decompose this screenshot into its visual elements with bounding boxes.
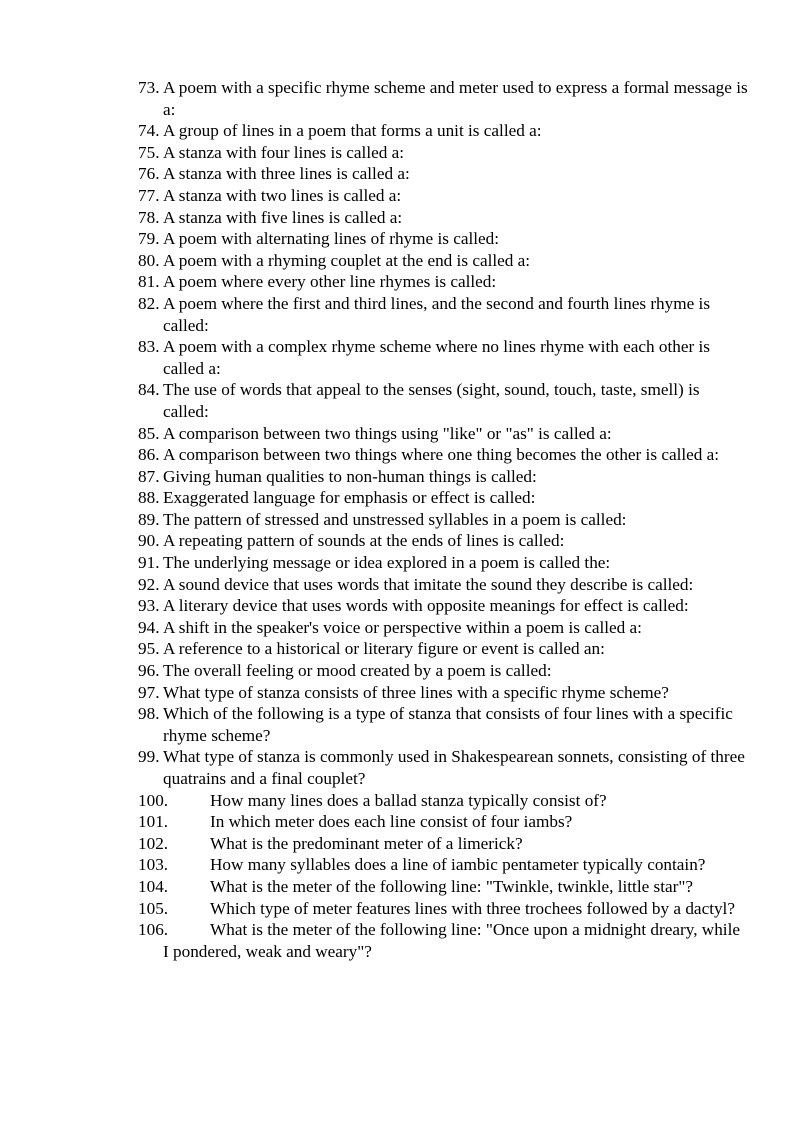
question-number: 79. [138, 229, 160, 249]
question-number: 95. [138, 639, 160, 659]
question-number: 91. [138, 553, 160, 573]
question-item [138, 746, 748, 789]
question-number: 105. [138, 898, 169, 918]
question-item [138, 595, 748, 617]
question-number: 104. [138, 876, 169, 896]
question-item [138, 336, 748, 379]
question-number: 102. [138, 833, 169, 853]
question-number: 85. [138, 423, 160, 443]
question-number: 75. [138, 142, 160, 162]
question-number: 106. [138, 920, 169, 940]
question-item [138, 876, 748, 898]
question-item [138, 271, 748, 293]
question-item [138, 120, 748, 142]
question-number: 89. [138, 509, 160, 529]
question-number: 80. [138, 250, 160, 270]
question-item [138, 811, 748, 833]
question-number: 93. [138, 596, 160, 616]
question-text: The use of words that appeal to the senses (sight, sound, touch, taste, smell) is called: [163, 380, 700, 421]
question-text: What is the predominant meter of a limerick? [210, 833, 523, 853]
question-text: A group of lines in a poem that forms a unit is called a: [163, 121, 542, 141]
question-item [138, 509, 748, 531]
question-number: 101. [138, 812, 169, 832]
question-item [138, 487, 748, 509]
question-item [138, 833, 748, 855]
question-text: A poem with alternating lines of rhyme is called: [163, 229, 500, 249]
question-text: How many syllables does a line of iambic pentameter typically contain? [210, 855, 706, 875]
question-text: A reference to a historical or literary figure or event is called an: [163, 639, 605, 659]
question-item [138, 293, 748, 336]
question-item [138, 466, 748, 488]
question-item [138, 530, 748, 552]
question-item [138, 185, 748, 207]
question-item [138, 660, 748, 682]
question-item [138, 617, 748, 639]
question-number: 78. [138, 207, 160, 227]
question-text: How many lines does a ballad stanza typically consist of? [210, 790, 607, 810]
question-item [138, 790, 748, 812]
question-text: A poem with a specific rhyme scheme and meter used to express a formal message is a: [163, 78, 748, 119]
question-item [138, 919, 748, 962]
question-text: A poem with a complex rhyme scheme where no lines rhyme with each other is called a: [163, 337, 710, 378]
question-number: 98. [138, 704, 160, 724]
question-text: What type of stanza consists of three lines with a specific rhyme scheme? [163, 682, 669, 702]
question-text: The pattern of stressed and unstressed syllables in a poem is called: [163, 509, 627, 529]
question-text: A comparison between two things where one thing becomes the other is called a: [163, 445, 720, 465]
question-text: What is the meter of the following line: "Once upon a midnight dreary, while I pondered, weak and weary"? [163, 920, 740, 961]
question-number: 99. [138, 747, 160, 767]
question-text: Exaggerated language for emphasis or effect is called: [163, 488, 536, 508]
question-number: 92. [138, 574, 160, 594]
question-number: 84. [138, 380, 160, 400]
question-text: In which meter does each line consist of four iambs? [210, 812, 573, 832]
question-number: 74. [138, 121, 160, 141]
question-number: 86. [138, 445, 160, 465]
question-text: Which type of meter features lines with three trochees followed by a dactyl? [210, 898, 735, 918]
question-item [138, 898, 748, 920]
question-number: 81. [138, 272, 160, 292]
question-text: The underlying message or idea explored in a poem is called the: [163, 553, 611, 573]
question-item [138, 574, 748, 596]
question-item [138, 638, 748, 660]
question-text: A stanza with five lines is called a: [163, 207, 403, 227]
question-number: 90. [138, 531, 160, 551]
question-item [138, 423, 748, 445]
question-text: A literary device that uses words with opposite meanings for effect is called: [163, 596, 689, 616]
question-item [138, 207, 748, 229]
question-number: 88. [138, 488, 160, 508]
question-item [138, 682, 748, 704]
question-text: A repeating pattern of sounds at the ends of lines is called: [163, 531, 565, 551]
question-number: 77. [138, 185, 160, 205]
question-item [138, 854, 748, 876]
question-text: A sound device that uses words that imitate the sound they describe is called: [163, 574, 694, 594]
question-item [138, 77, 748, 120]
question-text: What is the meter of the following line: "Twinkle, twinkle, little star"? [210, 876, 693, 896]
question-number: 103. [138, 855, 169, 875]
question-list [138, 77, 748, 962]
question-text: What type of stanza is commonly used in Shakespearean sonnets, consisting of three quatrains and a final couplet? [163, 747, 745, 788]
question-number: 76. [138, 164, 160, 184]
question-text: A stanza with two lines is called a: [163, 185, 402, 205]
question-item [138, 703, 748, 746]
question-item [138, 228, 748, 250]
question-text: A stanza with three lines is called a: [163, 164, 410, 184]
question-text: A poem where every other line rhymes is called: [163, 272, 497, 292]
question-item [138, 250, 748, 272]
question-text: A stanza with four lines is called a: [163, 142, 405, 162]
question-item [138, 552, 748, 574]
question-item [138, 444, 748, 466]
question-number: 83. [138, 337, 160, 357]
question-text: The overall feeling or mood created by a poem is called: [163, 661, 552, 681]
question-text: A shift in the speaker's voice or perspective within a poem is called a: [163, 617, 642, 637]
question-text: Which of the following is a type of stanza that consists of four lines with a specific rhyme scheme? [163, 704, 733, 745]
question-number: 82. [138, 293, 160, 313]
question-number: 97. [138, 682, 160, 702]
question-item [138, 142, 748, 164]
question-text: A poem with a rhyming couplet at the end is called a: [163, 250, 531, 270]
question-number: 96. [138, 661, 160, 681]
question-text: A comparison between two things using "like" or "as" is called a: [163, 423, 612, 443]
question-number: 100. [138, 790, 169, 810]
question-text: A poem where the first and third lines, and the second and fourth lines rhyme is called: [163, 293, 711, 335]
question-text: Giving human qualities to non-human things is called: [163, 466, 537, 486]
question-item [138, 379, 748, 422]
question-number: 73. [138, 78, 160, 97]
question-number: 94. [138, 617, 160, 637]
question-item [138, 163, 748, 185]
question-number: 87. [138, 466, 160, 486]
